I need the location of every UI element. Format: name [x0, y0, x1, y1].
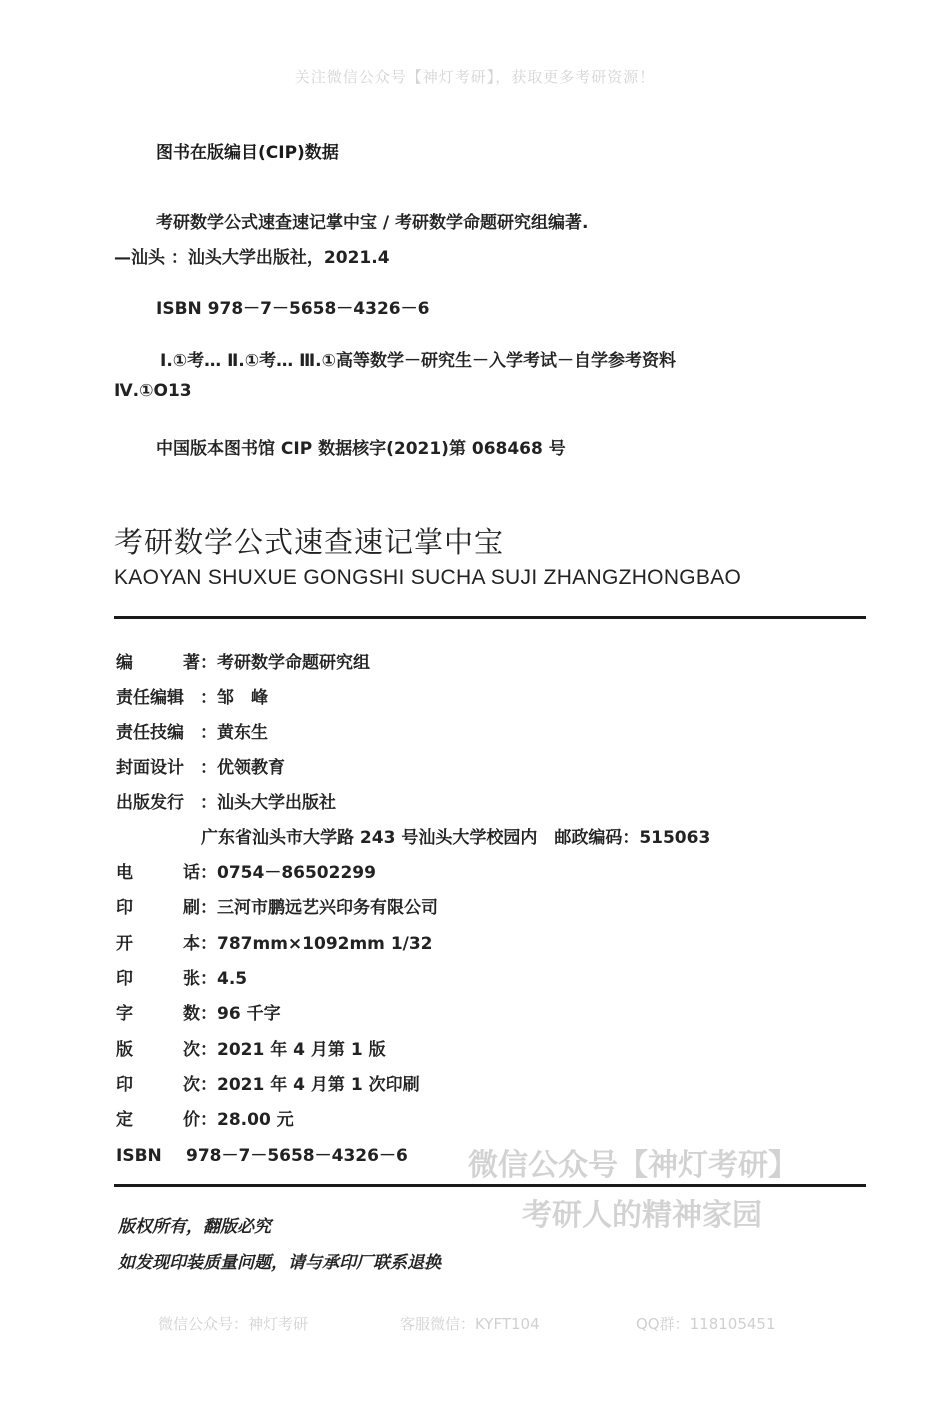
- footer-qq: QQ群：118105451: [636, 1315, 776, 1333]
- cip-classification-2: Ⅳ.①O13: [114, 381, 192, 401]
- divider-bottom: [114, 1184, 866, 1187]
- info-row-printer: 印 刷 ：三河市鹏远艺兴印务有限公司: [116, 898, 438, 918]
- info-row-printing: 印 次 ：2021 年 4 月第 1 次印刷: [116, 1075, 420, 1095]
- cip-line-1: 考研数学公式速查速记掌中宝 / 考研数学命题研究组编著.: [156, 213, 589, 233]
- info-row-technical-editor: 责任技编 ：黄东生: [116, 723, 268, 743]
- info-row-isbn: ISBN 978－7－5658－4326－6: [116, 1146, 408, 1166]
- copyright-notice: 版权所有，翻版必究: [118, 1217, 271, 1237]
- book-title-chinese: 考研数学公式速查速记掌中宝: [114, 525, 505, 559]
- label: 编 著: [116, 653, 200, 673]
- info-row-edition: 版 次 ：2021 年 4 月第 1 版: [116, 1040, 386, 1060]
- info-row-publisher: 出版发行 ：汕头大学出版社: [116, 793, 336, 813]
- cip-heading: 图书在版编目(CIP)数据: [156, 143, 339, 163]
- cip-number: 中国版本图书馆 CIP 数据核字(2021)第 068468 号: [156, 439, 566, 459]
- info-row-cover-design: 封面设计 ：优领教育: [116, 758, 285, 778]
- watermark-slogan-large: 考研人的精神家园: [522, 1198, 762, 1233]
- info-row-author: 编 著 ：考研数学命题研究组: [116, 648, 370, 673]
- cip-line-2: —汕头 ：汕头大学出版社，2021.4: [114, 248, 390, 268]
- info-row-sheets: 印 张 ：4.5: [116, 969, 248, 989]
- cip-classification: Ⅰ.①考… Ⅱ.①考… Ⅲ.①高等数学－研究生－入学考试－自学参考资料: [160, 351, 676, 371]
- info-row-price: 定 价 ：28.00 元: [116, 1110, 294, 1130]
- watermark-wechat-large: 微信公众号【神灯考研】: [468, 1148, 798, 1183]
- quality-notice: 如发现印装质量问题，请与承印厂联系退换: [118, 1253, 441, 1273]
- publisher-address: 广东省汕头市大学路 243 号汕头大学校园内 邮政编码：515063: [201, 828, 711, 848]
- cip-isbn: ISBN 978－7－5658－4326－6: [156, 299, 430, 319]
- footer-service: 客服微信：KYFT104: [400, 1315, 540, 1333]
- top-watermark: 关注微信公众号【神灯考研】，获取更多考研资源！: [294, 68, 656, 86]
- info-row-responsible-editor: 责任编辑 ：邹 峰: [116, 688, 268, 708]
- book-title-pinyin: KAOYAN SHUXUE GONGSHI SUCHA SUJI ZHANGZHONGBAO: [114, 566, 742, 589]
- footer-wechat: 微信公众号：神灯考研: [158, 1315, 309, 1333]
- info-row-format: 开 本 ：787mm×1092mm 1/32: [116, 934, 433, 954]
- info-row-word-count: 字 数 ：96 千字: [116, 1004, 281, 1024]
- info-row-phone: 电 话 ：0754－86502299: [116, 863, 376, 883]
- divider-top: [114, 616, 866, 619]
